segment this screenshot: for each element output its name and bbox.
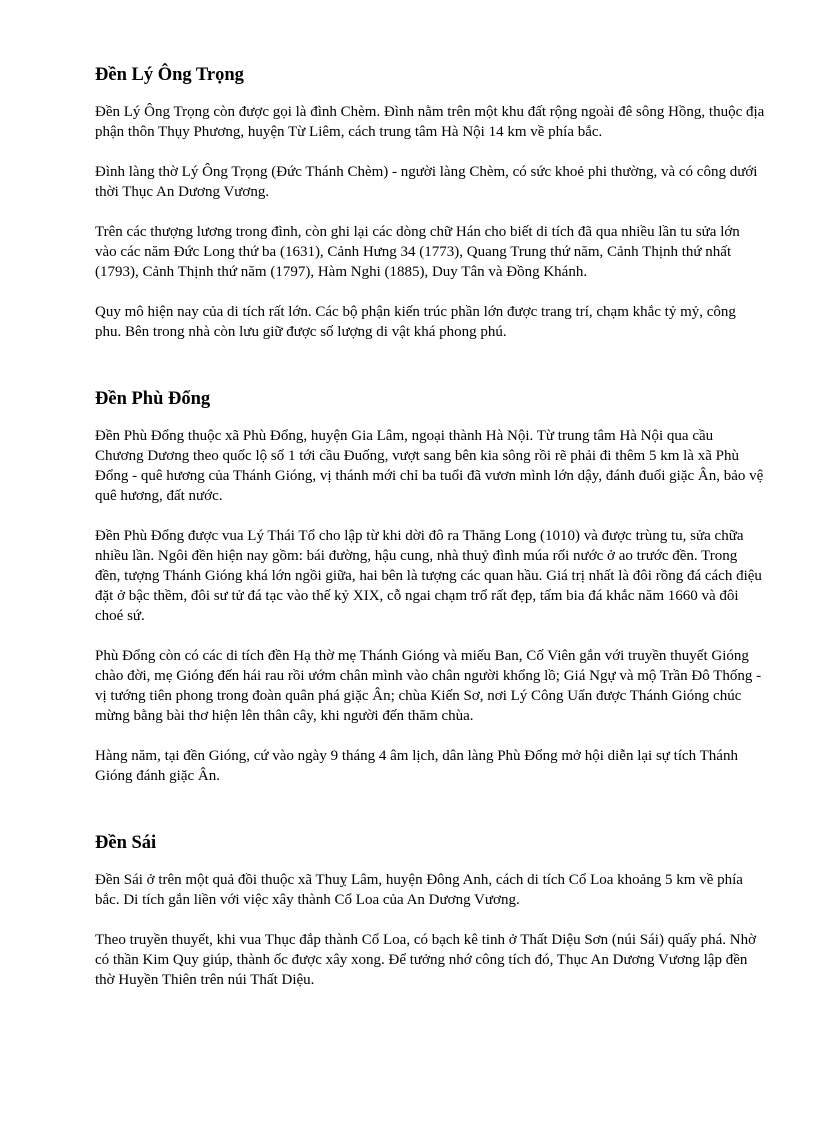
section-title: Đền Lý Ông Trọng [95,65,244,85]
paragraph: Đình làng thờ Lý Ông Trọng (Đức Thánh Chèm) - người làng Chèm, có sức khoẻ phi thường, và có công dưới thời Thục An Dương Vương. [95,164,758,200]
document-page [95,58,765,1010]
paragraph: Hàng năm, tại đền Gióng, cứ vào ngày 9 tháng 4 âm lịch, dân làng Phù Đổng mở hội diễn lại sự tích Thánh Gióng đánh giặc Ân. [95,748,738,784]
section-title: Đền Phù Đổng [95,389,211,409]
section-den-ly-ong-trong [95,64,765,342]
paragraph: Đền Phù Đổng được vua Lý Thái Tổ cho lập từ khi dời đô ra Thăng Long (1010) và được trùng tu, sửa chữa nhiều lần. Ngôi đền hiện nay gồm: bái đường, hậu cung, nhà thuỷ đình múa rối nước ở ao trước đền. Trong đền, tượng Thánh Gióng khá lớn ngồi giữa, hai bên là tượng các quan hầu. Giá trị nhất là đôi rồng đá cách điệu đặt ở bậc thềm, đôi sư tử đá tạc vào thế kỷ XIX, cỗ ngai chạm trổ rất đẹp, tấm bia đá khắc năm 1660 và đôi choé sứ. [95,528,762,624]
paragraph: Đền Sái ở trên một quả đồi thuộc xã Thuỵ Lâm, huyện Đông Anh, cách di tích Cổ Loa khoảng 5 km về phía bắc. Di tích gắn liền với việc xây thành Cổ Loa của An Dương Vương. [95,872,743,908]
section-title: Đền Sái [95,833,157,853]
paragraph: Phù Đổng còn có các di tích đền Hạ thờ mẹ Thánh Gióng và miếu Ban, Cố Viên gắn với truyền thuyết Gióng chào đời, mẹ Gióng đến hái rau rồi ướm chân mình vào chân người khổng lồ; Giá Ngự và mộ Trần Đô Thống - vị tướng tiên phong trong đoàn quân phá giặc Ân; chùa Kiến Sơ, nơi Lý Công Uẩn được Thánh Gióng chúc mừng bằng bài thơ hiện lên thân cây, khi người đến thăm chùa. [95,648,762,724]
paragraph: Quy mô hiện nay của di tích rất lớn. Các bộ phận kiến trúc phần lớn được trang trí, chạm khắc tỷ mỷ, công phu. Bên trong nhà còn lưu giữ được số lượng di vật khá phong phú. [95,304,736,340]
section-den-phu-dong [95,388,765,786]
paragraph: Trên các thượng lương trong đình, còn ghi lại các dòng chữ Hán cho biết di tích đã qua nhiều lần tu sửa lớn vào các năm Đức Long thứ ba (1631), Cảnh Hưng 34 (1773), Quang Trung thứ năm, Cảnh Thịnh thứ nhất (1793), Cảnh Thịnh thứ năm (1797), Hàm Nghi (1885), Duy Tân và Đồng Khánh. [95,224,740,280]
paragraph: Theo truyền thuyết, khi vua Thục đắp thành Cổ Loa, có bạch kê tinh ở Thất Diệu Sơn (núi Sái) quấy phá. Nhờ có thần Kim Quy giúp, thành ốc được xây xong. Để tưởng nhớ công tích đó, Thục An Dương Vương lập đền thờ Huyền Thiên trên núi Thất Diệu. [95,932,757,988]
paragraph: Đền Lý Ông Trọng còn được gọi là đình Chèm. Đình nằm trên một khu đất rộng ngoài đê sông Hồng, thuộc địa phận thôn Thụy Phương, huyện Từ Liêm, cách trung tâm Hà Nội 14 km về phía bắc. [95,104,765,140]
paragraph: Đền Phù Đổng thuộc xã Phù Đổng, huyện Gia Lâm, ngoại thành Hà Nội. Từ trung tâm Hà Nội qua cầu Chương Dương theo quốc lộ số 1 tới cầu Đuống, vượt sang bên kia sông rồi rẽ phải đi thêm 5 km là xã Phù Đổng - quê hương của Thánh Gióng, vị thánh mới chỉ ba tuổi đã vươn mình lớn dậy, đánh đuổi giặc Ân, bảo vệ quê hương, đất nước. [95,428,764,504]
section-den-sai [95,832,765,990]
